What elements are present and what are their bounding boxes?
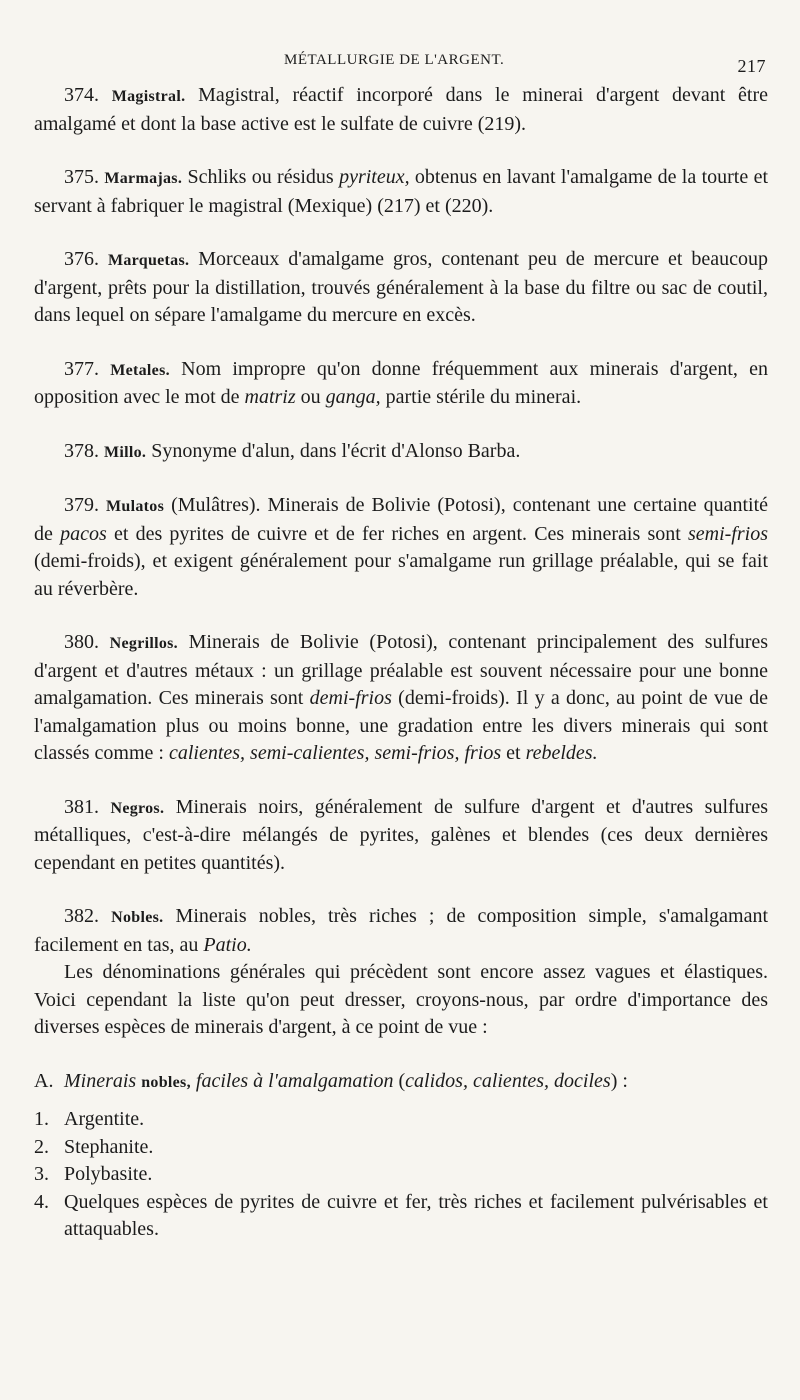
entry-term: Negros. (110, 799, 165, 817)
entry-italic: matriz (244, 386, 296, 408)
entry-text: Minerais de Bolivie (Potosi), contenant principalement des sulfures d'argent et d'autres métaux : un grillage préalable est souvent nécessaire pour une bonne amalgamation. Ces minerais sont (34, 631, 769, 709)
list-text: Polybasite. (64, 1163, 153, 1185)
category-italic: faciles à l'amalgamation (195, 1069, 394, 1092)
list-number: 2. (34, 1135, 49, 1158)
entry-term: Marquetas. (107, 252, 190, 269)
entry-italic: Patio. (203, 933, 252, 956)
page-number: 217 (737, 56, 766, 76)
entry-number: 374. (64, 84, 99, 106)
entry-text: Schliks ou résidus (187, 166, 340, 188)
entry-382 (34, 903, 768, 959)
entry-term: Nobles. (111, 909, 164, 926)
entry-text: (demi-froids), et exigent généralement pour s'amalgame run grillage préalable, qui se fait au réverbère. (34, 550, 768, 600)
entry-text: (Mulâtres). Minerais de Bolivie (Potosi), contenant une certaine quantité de (34, 494, 769, 545)
list-item (34, 1189, 768, 1244)
entry-number: 378. (64, 439, 99, 462)
entry-text: Synonyme d'alun, dans l'écrit d'Alonso Barba. (151, 439, 521, 462)
category-italic: calidos, calientes, dociles (405, 1069, 611, 1092)
list-item (34, 1161, 768, 1189)
entry-text: Morceaux d'amalgame gros, contenant peu de mercure et beaucoup d'argent, prêts pour la distillation, trouvés généralement à la base du filtre ou sac de coutil, dans lequel on sépare l'amalgame du mercure en excès. (34, 248, 769, 326)
entry-term: Mulatos (106, 498, 165, 515)
entry-number: 381. (64, 795, 99, 818)
entry-text: Nom impropre qu'on donne fréquemment aux minerais d'argent, en opposition avec le mot de (34, 357, 768, 408)
list-number: 3. (34, 1163, 49, 1185)
running-header (34, 52, 768, 82)
entry-text: obtenus en lavant l'amalgame de la tourte et servant à fabriquer le magistral (Mexique) (217) et (220). (34, 166, 768, 217)
entry-italic: pacos (60, 522, 107, 545)
entry-italic: demi-frios (309, 687, 392, 709)
entry-number: 375. (64, 166, 99, 188)
entry-italic: semi-frios (687, 522, 768, 545)
entry-number: 376. (64, 248, 99, 270)
entry-number: 379. (64, 494, 99, 516)
entry-379 (34, 492, 768, 603)
entry-term: Metales. (110, 361, 170, 379)
entry-italic: rebeldes. (525, 742, 598, 764)
running-title: MÉTALLURGIE DE L'ARGENT. (284, 52, 505, 68)
list-number: 4. (34, 1190, 49, 1213)
list-text: Stephanite. (64, 1135, 154, 1158)
entry-377 (34, 356, 768, 412)
entry-375 (34, 164, 768, 220)
entry-380 (34, 629, 768, 768)
entry-italic: pyriteux, (339, 166, 410, 188)
entry-374 (34, 82, 768, 138)
list-number: 1. (34, 1108, 49, 1130)
entry-term: Negrillos. (109, 635, 178, 652)
category-paren: ( (398, 1069, 406, 1092)
entry-italic: calientes, semi-calientes, semi-frios, frios (168, 742, 502, 764)
body-text (34, 82, 768, 1244)
entry-text: ou (295, 386, 326, 408)
intro-paragraph: Les dénominations générales qui précèdent sont encore assez vagues et élastiques. Voici cependant la liste qu'on peut dresser, croyons-nous, par ordre d'importance des diverses espèces de minerais d'argent, à ce point de vue : (34, 961, 768, 1038)
entry-term: Millo. (104, 443, 147, 461)
entry-text: (demi-froids). Il y a donc, au point de vue de l'amalgamation plus ou moins bonne, une gradation entre les divers minerais qui sont classés comme : (34, 687, 768, 764)
list-text: Argentite. (64, 1108, 145, 1130)
entry-text: Minerais noirs, généralement de sulfure d'argent et d'autres sulfures métalliques, c'est-à-dire mélangés de pyrites, galènes et blendes (ces deux dernières cependant en petites quantités). (34, 795, 769, 874)
entry-text: et des pyrites de cuivre et de fer riches en argent. Ces minerais sont (106, 522, 688, 545)
entry-378 (34, 438, 768, 467)
entry-text: partie stérile du minerai. (380, 386, 582, 408)
entry-376 (34, 246, 768, 330)
entry-italic: ganga, (325, 386, 381, 408)
category-paren: ) : (610, 1069, 628, 1092)
entry-text: et (501, 742, 526, 764)
entry-number: 382. (64, 905, 99, 927)
entry-number: 380. (64, 631, 99, 653)
entry-term: Marmajas. (104, 170, 183, 187)
entry-text: Minerais nobles, très riches ; de composition simple, s'amalgamant facilement en tas, au (34, 905, 769, 956)
entry-number: 377. (64, 357, 99, 380)
list-item (34, 1134, 768, 1162)
category-italic: Minerais (64, 1069, 137, 1092)
category-bold: nobles, (141, 1073, 191, 1091)
entry-381 (34, 794, 768, 878)
category-label: A. (34, 1069, 54, 1092)
minerals-list (34, 1106, 768, 1244)
page (34, 52, 768, 1244)
entry-text: Magistral, réactif incorporé dans le minerai d'argent devant être amalgamé et dont la base active est le sulfate de cuivre (219). (34, 84, 768, 135)
list-item (34, 1106, 768, 1134)
category-a-heading (34, 1068, 768, 1097)
list-text: Quelques espèces de pyrites de cuivre et fer, très riches et facilement pulvérisables et attaquables. (64, 1190, 768, 1240)
entry-term: Magistral. (111, 88, 186, 105)
